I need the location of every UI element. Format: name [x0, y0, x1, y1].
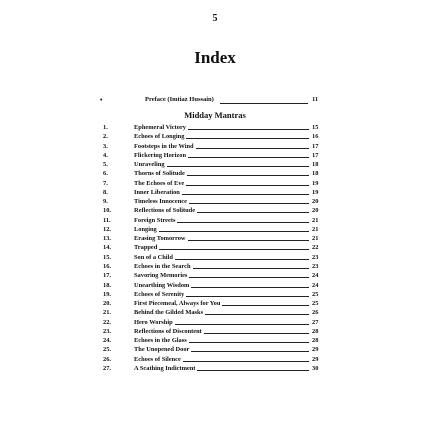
entry-page-number: 15	[312, 124, 319, 131]
toc-entry	[0, 123, 430, 132]
entry-page-number: 17	[312, 151, 319, 159]
entry-number: 17.	[103, 272, 111, 280]
entry-number: 3.	[103, 142, 108, 150]
entry-number: 2.	[103, 133, 108, 141]
entry-number: 13.	[103, 235, 111, 243]
dot-leader	[183, 361, 309, 362]
toc-entry	[0, 169, 430, 178]
entry-title: Reflections of Discontent	[134, 327, 202, 335]
dot-leader	[222, 305, 309, 306]
toc-entry	[0, 225, 430, 234]
dot-leader	[188, 157, 309, 158]
dot-leader	[197, 212, 309, 213]
entry-title: Echoes in the Glass	[134, 337, 187, 345]
dot-leader	[189, 203, 309, 204]
dot-leader	[189, 342, 309, 343]
entry-page-number: 19	[312, 188, 319, 196]
dot-leader	[159, 231, 309, 232]
entry-page-number: 27	[312, 318, 319, 326]
entry-number: 5.	[103, 161, 108, 169]
toc-entry	[0, 188, 430, 197]
entry-title: Hero Worship	[134, 318, 173, 326]
toc-entry	[0, 132, 430, 141]
dot-leader	[191, 287, 309, 288]
entry-title: Echoes of Silence	[134, 355, 181, 363]
toc-entry	[0, 355, 430, 364]
entry-number: 20.	[103, 300, 111, 308]
toc-entry	[0, 345, 430, 354]
toc-entry	[0, 160, 430, 169]
dot-leader	[186, 138, 309, 139]
entry-number: 11.	[103, 216, 111, 224]
toc-entry	[0, 216, 430, 225]
dot-leader	[196, 148, 309, 149]
entry-page-number: 24	[312, 281, 319, 289]
entry-page-number: 17	[312, 142, 319, 150]
entry-page-number: 18	[312, 170, 319, 178]
entry-number: 14.	[103, 244, 111, 252]
entry-title: Reflections of Solitude	[134, 207, 196, 215]
dot-leader	[197, 370, 309, 371]
toc-entry	[0, 179, 430, 188]
dot-leader	[187, 175, 309, 176]
entry-title: Echoes of Serenity	[134, 290, 185, 298]
entry-number: 18.	[103, 281, 111, 289]
entry-number: 8.	[103, 188, 108, 196]
dot-leader	[186, 185, 309, 186]
entry-number: 10.	[103, 207, 111, 215]
dot-leader	[167, 166, 309, 167]
dot-leader	[204, 333, 309, 334]
entry-title: Savoring Memories	[134, 272, 188, 280]
entry-title: Unraveling	[134, 161, 165, 169]
entry-title: Trapped	[134, 244, 158, 252]
toc-entry	[0, 243, 430, 252]
bullet-icon: •	[100, 96, 103, 104]
toc-entry	[0, 308, 430, 317]
entry-title: First Piecemeal, Always for You	[134, 300, 221, 308]
entry-title: Echoes in the Search	[134, 262, 191, 270]
entry-page-number: 30	[312, 364, 319, 372]
entry-page-number: 23	[312, 262, 319, 270]
entry-number: 4.	[103, 151, 108, 159]
toc-list	[0, 123, 430, 373]
dot-leader	[186, 296, 309, 297]
entry-title: Flickering Horizon	[134, 151, 187, 159]
page-title: Index	[194, 48, 236, 67]
toc-entry	[0, 318, 430, 327]
entry-page-number: 21	[312, 235, 319, 243]
entry-title: Unearthing Wisdom	[134, 281, 190, 289]
dot-leader	[159, 249, 309, 250]
toc-entry	[0, 299, 430, 308]
entry-page-number: 18	[312, 161, 319, 169]
entry-title: Ephemeral Victory	[134, 124, 187, 131]
entry-title: Thorns of Solitude	[134, 170, 185, 178]
entry-title: Echoes of Longing	[134, 133, 185, 141]
toc-entry	[0, 197, 430, 206]
toc-entry	[0, 364, 430, 373]
entry-page-number: 20	[312, 198, 319, 206]
toc-entry	[0, 290, 430, 299]
toc-entry	[0, 327, 430, 336]
toc-entry	[0, 206, 430, 215]
dot-leader	[193, 268, 309, 269]
entry-number: 22.	[103, 318, 111, 326]
entry-title: The Echoes of Eve	[134, 179, 185, 187]
entry-page-number: 20	[312, 207, 319, 215]
toc-entry	[0, 271, 430, 280]
toc-entry	[0, 336, 430, 345]
dot-leader	[205, 314, 309, 315]
page-number: 5	[212, 13, 218, 24]
entry-page-number: 28	[312, 327, 319, 335]
entry-number: 15.	[103, 253, 111, 261]
entry-number: 24.	[103, 337, 111, 345]
entry-number: 1.	[103, 124, 108, 131]
entry-page-number: 23	[312, 253, 319, 261]
dot-leader	[182, 194, 309, 195]
entry-number: 9.	[103, 198, 108, 206]
toc-entry	[0, 253, 430, 262]
preface-entry	[0, 96, 430, 106]
entry-title: Erasing Tomorrow	[134, 235, 186, 243]
entry-page-number: 21	[312, 216, 319, 224]
entry-number: 26.	[103, 355, 111, 363]
dot-leader	[191, 351, 309, 352]
entry-title: Inner Liberation	[134, 188, 180, 196]
toc-entry	[0, 151, 430, 160]
entry-page-number: 29	[312, 355, 319, 363]
dot-leader	[189, 277, 309, 278]
entry-page-number: 28	[312, 337, 319, 345]
entry-title: Longing	[134, 225, 157, 233]
entry-page-number: 29	[312, 346, 319, 354]
entry-page-number: 19	[312, 179, 319, 187]
dot-leader	[177, 222, 309, 223]
entry-page-number: 16	[312, 133, 319, 141]
entry-number: 21.	[103, 309, 111, 317]
section-title: Midday Mantras	[184, 110, 246, 120]
entry-number: 16.	[103, 262, 111, 270]
entry-page-number: 21	[312, 225, 319, 233]
entry-title: Footsteps in the Wind	[134, 142, 194, 150]
dot-leader	[188, 129, 309, 130]
entry-title: The Unopened Door	[134, 346, 190, 354]
dot-leader	[188, 240, 309, 241]
entry-number: 25.	[103, 346, 111, 354]
entry-number: 23.	[103, 327, 111, 335]
entry-page-number: 26	[312, 309, 319, 317]
preface-title: Preface (Imtiaz Hussain)	[145, 96, 214, 103]
dot-leader	[175, 324, 309, 325]
entry-page-number: 25	[312, 290, 319, 298]
entry-title: Timeless Innocence	[134, 198, 187, 206]
dot-leader	[175, 259, 309, 260]
entry-number: 6.	[103, 170, 108, 178]
toc-entry	[0, 262, 430, 271]
entry-title: A Scathing Indictment	[134, 364, 196, 372]
entry-title: Behind the Gilded Masks	[134, 309, 204, 317]
preface-page-number: 11	[312, 96, 319, 103]
toc-entry	[0, 142, 430, 151]
entry-page-number: 24	[312, 272, 319, 280]
entry-page-number: 22	[312, 244, 319, 252]
toc-entry	[0, 234, 430, 243]
entry-number: 19.	[103, 290, 111, 298]
entry-number: 12.	[103, 225, 111, 233]
entry-page-number: 25	[312, 300, 319, 308]
entry-number: 7.	[103, 179, 108, 187]
dot-leader	[220, 103, 308, 104]
toc-entry	[0, 281, 430, 290]
entry-title: Foreign Streets	[134, 216, 176, 224]
entry-title: Son of a Child	[134, 253, 173, 261]
entry-number: 27.	[103, 364, 111, 372]
